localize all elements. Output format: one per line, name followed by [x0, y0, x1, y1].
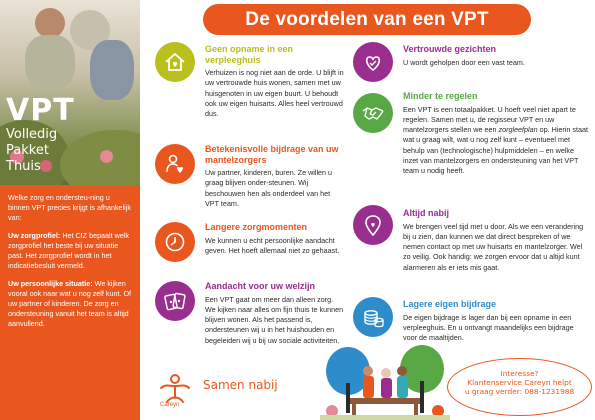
item-vertrouwde-gezichten [403, 44, 588, 68]
item-title: Altijd nabij [403, 208, 449, 218]
item-body-part: op. Hierin staat wat u graag wilt, wat u nog zelf kunt – eventueel met behulp van (technologische) hulpmiddelen – en welke inzet van mantelzorgers en ondersteuning van het VPT team u nodig heeft. [403, 125, 588, 176]
item-title: Minder te regelen [403, 91, 478, 101]
bubble-line: Klantenservice Careyn helpt [467, 378, 572, 387]
footer-brand: Careyn [160, 402, 180, 408]
item-title: Betekenisvolle bijdrage van uw mantelzorgers [205, 144, 339, 165]
clock-icon [155, 222, 195, 262]
header-photo [0, 0, 140, 185]
page-title: De voordelen van een VPT [203, 4, 531, 35]
heart-icon [353, 42, 393, 82]
item-welzijn [205, 281, 345, 346]
item-body-part: Een VPT is een totaalpakket. U hoeft veel niet apart te regelen. Samen met u, de regisseur VPT en uw mantelzorgers stellen we een [403, 104, 576, 135]
sidebar-situatie-label: Uw persoonlijke situatie: [8, 279, 93, 288]
handshake-icon [353, 93, 393, 133]
house-heart-icon [155, 42, 195, 82]
logo-line-thuis: Thuis [6, 159, 41, 174]
cards-icon [155, 281, 195, 321]
sidebar-zorgprofiel-label: Uw zorgprofiel: [8, 231, 61, 240]
item-body: We kunnen u echt persoonlijke aandacht geven. Het hoeft allemaal niet zo gehaast. [205, 235, 340, 255]
item-body: Uw partner, kinderen, buren. Ze willen u graag blijven onder-steunen. Wij beschouwen hen als onderdeel van het VPT team. [205, 168, 333, 208]
item-minder-regelen [403, 91, 588, 177]
logo-line-pakket: Pakket [6, 143, 49, 158]
contact-bubble [447, 358, 592, 416]
item-body: Verhuizen is nog niet aan de orde. U blijft in uw vertrouwde huis wonen, samen met uw huisgenoten in uw eigen buurt. U behoudt ook uw eigen huisarts. Alles heel vertrouwd dus. [205, 68, 344, 119]
item-body: Een VPT gaat om meer dan alleen zorg. We kijken naar alles om fijn thuis te kunnen blijven wonen. Als het passend is, ondersteunen wij u in het huishouden en begeleiden wij u bij uw sociale activiteiten. [205, 294, 344, 345]
vpt-logo [6, 93, 75, 174]
footer-slogan: Samen nabij [203, 378, 278, 392]
item-title: Langere zorgmomenten [205, 222, 308, 232]
sidebar-situatie-text: We kijken vooral ook naar wat u nog zelf kunt. Of uw partner of kinderen. De zorg en ondersteuning vanuit het team is altijd aanvullend. [8, 279, 132, 328]
item-body [403, 105, 588, 177]
item-altijd-nabij [403, 208, 588, 273]
coins-icon [353, 297, 393, 337]
bubble-phone: u graag verder: 088-1231988 [464, 387, 575, 396]
people-illustration [320, 343, 450, 420]
bubble-heading: Interesse? [500, 369, 539, 378]
item-langere-zorgmomenten [205, 222, 345, 256]
sidebar-zorgprofiel-text: Het CIZ bepaalt welk zorgprofiel het beste bij uw situatie past. Het zorgprofiel wordt in het indicatiebesluit vermeld. [8, 231, 130, 270]
item-title: Geen opname in een verpleeghuis [205, 44, 294, 65]
item-mantelzorgers [205, 144, 345, 209]
item-body: We brengen veel tijd met u door. Als we een verandering bij u zien, dan kunnen we dat direct bespreken of we nemen contact op met uw huisarts en mantelzorger. Wel zo veilig. Ook handig: we zorgen ervoor dat u altijd kunt alarmeren als er iets mis gaat. [403, 221, 584, 272]
item-body-emphasis: zorgleefplan [498, 125, 538, 135]
person-heart-icon [155, 144, 195, 184]
item-body: De eigen bijdrage is lager dan bij een opname in een verpleeghuis. En u ontvangt maandelijks een bijdrage voor de maaltijden. [403, 312, 574, 343]
sidebar-zorgprofiel [8, 231, 132, 271]
location-heart-icon [353, 205, 393, 245]
item-body: U wordt geholpen door een vast team. [403, 57, 525, 67]
item-geen-opname [205, 44, 345, 119]
careyn-logo-icon [157, 372, 193, 406]
item-lagere-bijdrage [403, 299, 588, 343]
item-title: Vertrouwde gezichten [403, 44, 497, 54]
logo-title: VPT [6, 93, 75, 128]
sidebar-situatie [8, 279, 132, 329]
item-title: Aandacht voor uw welzijn [205, 281, 316, 291]
logo-line-volledig: Volledig [6, 127, 58, 142]
sidebar-intro: Welke zorg en ondersteu-ning u binnen VPT precies krijgt is afhankelijk van: [8, 193, 131, 222]
sidebar-info [0, 185, 140, 420]
item-title: Lagere eigen bijdrage [403, 299, 497, 309]
